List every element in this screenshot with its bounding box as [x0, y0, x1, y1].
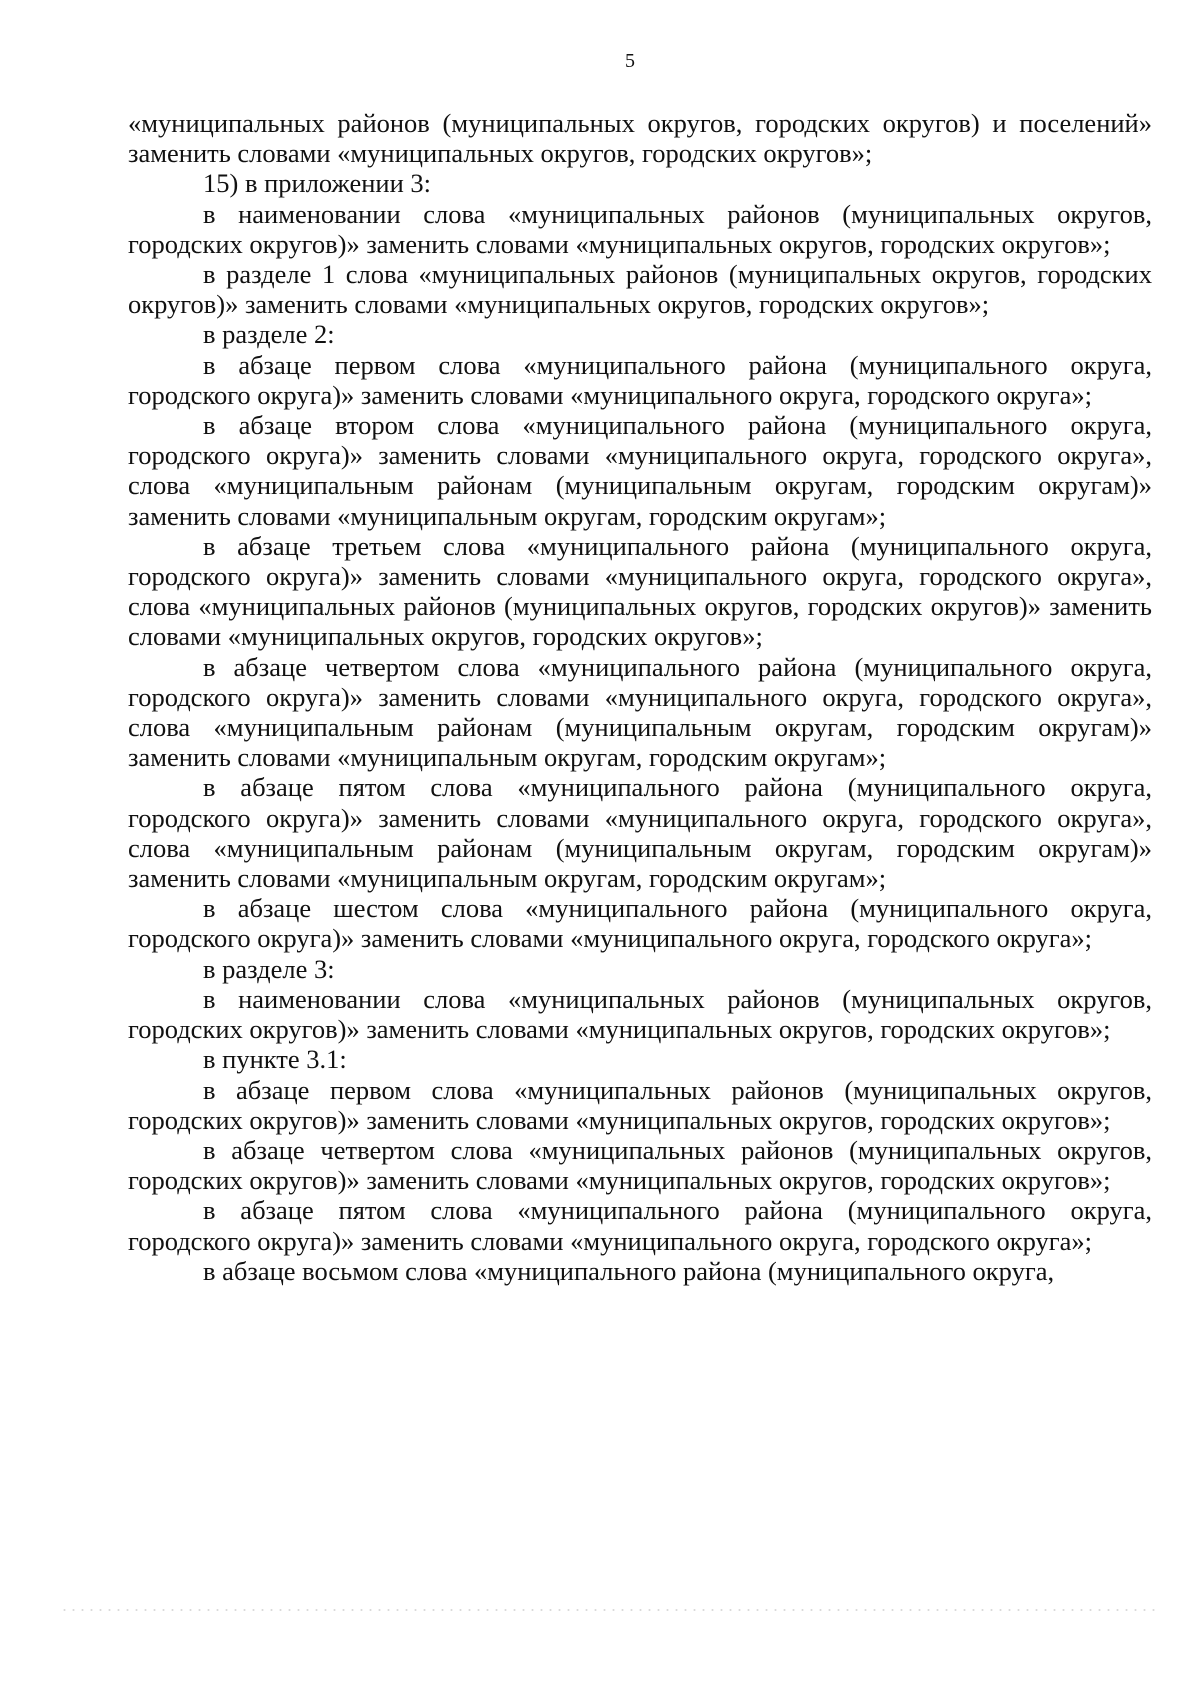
- document-body: [128, 108, 1152, 1286]
- paragraph-continuation: «муниципальных районов (муниципальных округов, городских округов) и поселений» заменить словами «муниципальных округов, городских округов»;: [128, 108, 1152, 169]
- paragraph: в абзаце шестом слова «муниципального района (муниципального округа, городского округа)» заменить словами «муниципального округа, городского округа»;: [128, 893, 1152, 954]
- paragraph: в абзаце первом слова «муниципальных районов (муниципальных округов, городских округов)» заменить словами «муниципальных округов, городских округов»;: [128, 1074, 1152, 1135]
- page-number: 5: [625, 50, 635, 72]
- scan-artifact-dots: [60, 1608, 1160, 1612]
- paragraph: в наименовании слова «муниципальных районов (муниципальных округов, городских округов)» заменить словами «муниципальных округов, городских округов»;: [128, 198, 1152, 259]
- paragraph: в абзаце четвертом слова «муниципального района (муниципального округа, городского округа)» заменить словами «муниципального округа, городского округа», слова «муниципальным районам (муниципальным округам, городским округам)» заменить словами «муниципальным округам, городским округам»;: [128, 651, 1152, 773]
- paragraph: в абзаце втором слова «муниципального района (муниципального округа, городского округа)» заменить словами «муниципального округа, городского округа», слова «муниципальным районам (муниципальным округам, городским округам)» заменить словами «муниципальным округам, городским округам»;: [128, 410, 1152, 531]
- paragraph: в абзаце пятом слова «муниципального района (муниципального округа, городского округа)» заменить словами «муниципального округа, городского округа», слова «муниципальным районам (муниципальным округам, городским округам)» заменить словами «муниципальным округам, городским округам»;: [128, 772, 1152, 894]
- paragraph: в абзаце первом слова «муниципального района (муниципального округа, городского округа)» заменить словами «муниципального округа, городского округа»;: [128, 349, 1152, 410]
- paragraph-section-heading: в разделе 2:: [203, 319, 335, 350]
- paragraph: в разделе 1 слова «муниципальных районов (муниципальных округов, городских округов)» заменить словами «муниципальных округов, городских округов»;: [128, 259, 1152, 320]
- paragraph: в наименовании слова «муниципальных районов (муниципальных округов, городских округов)» заменить словами «муниципальных округов, городских округов»;: [128, 983, 1152, 1045]
- paragraph-truncated: в абзаце восьмом слова «муниципального района (муниципального округа,: [203, 1255, 1055, 1286]
- paragraph: в абзаце третьем слова «муниципального района (муниципального округа, городского округа)» заменить словами «муниципального округа, городского округа», слова «муниципальных районов (муниципальных округов, городских округов)» заменить словами «муниципальных округов, городских округов»;: [128, 530, 1152, 652]
- paragraph-clause-heading: в пункте 3.1:: [203, 1044, 347, 1075]
- paragraph: в абзаце пятом слова «муниципального района (муниципального округа, городского округа)» заменить словами «муниципального округа, городского округа»;: [128, 1195, 1152, 1256]
- paragraph: в абзаце четвертом слова «муниципальных районов (муниципальных округов, городских округов)» заменить словами «муниципальных округов, городских округов»;: [128, 1134, 1152, 1196]
- paragraph-item-15: 15) в приложении 3:: [203, 168, 432, 199]
- paragraph-section-heading: в разделе 3:: [203, 953, 335, 984]
